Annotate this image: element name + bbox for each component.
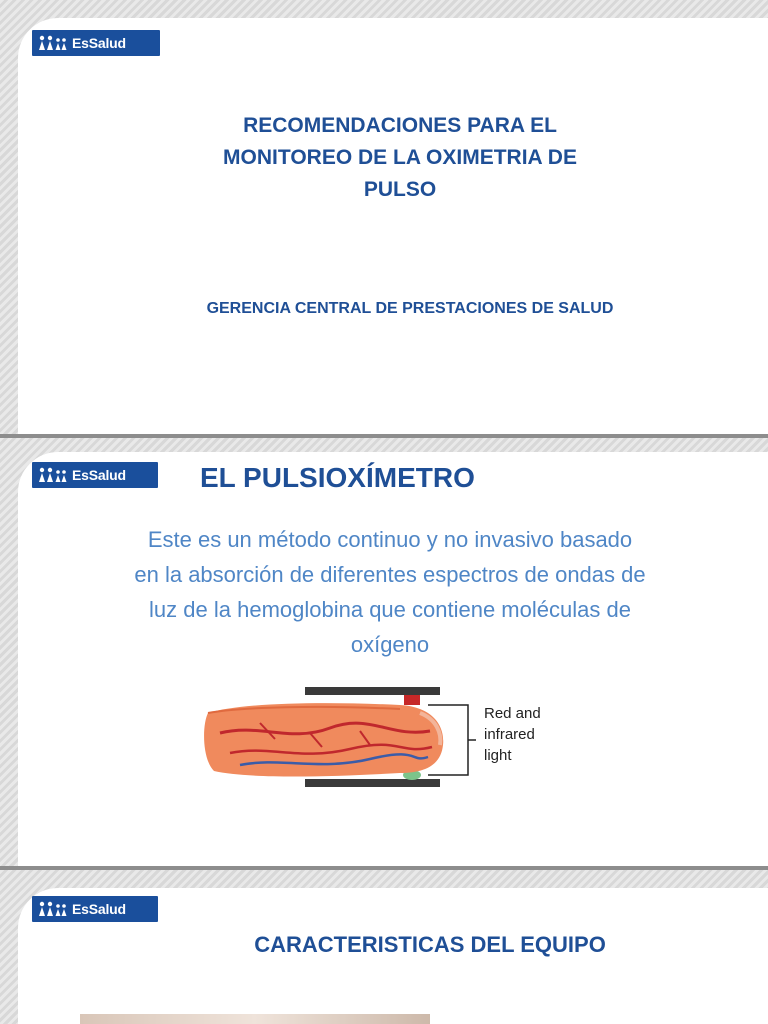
family-logo-icon: [38, 467, 68, 483]
diagram-label-line-2: infrared: [484, 726, 535, 743]
logo-text: EsSalud: [72, 35, 126, 51]
title-line-3: PULSO: [363, 178, 437, 201]
slide-3-title: CARACTERISTICAS DEL EQUIPO: [254, 932, 606, 957]
diagram-label: [484, 703, 541, 766]
title-line-2: MONITOREO DE LA OXIMETRIA DE: [223, 146, 577, 169]
title-line-1: RECOMENDACIONES PARA EL: [243, 114, 557, 137]
family-logo-icon: [38, 901, 68, 917]
family-logo-icon: [38, 35, 68, 51]
body-line-1: Este es un método continuo y no invasivo basado: [147, 527, 633, 552]
essalud-logo: [32, 462, 158, 488]
body-line-3: luz de la hemoglobina que contiene moléculas de: [149, 597, 631, 622]
slide-3: [0, 870, 768, 1024]
slide-1-title: [150, 110, 650, 206]
body-line-4: oxígeno: [350, 632, 430, 657]
equipment-image-strip: [80, 1014, 430, 1024]
essalud-logo: [32, 30, 160, 56]
slide-2: [0, 438, 768, 866]
body-line-2: en la absorción de diferentes espectros de ondas de: [134, 562, 646, 587]
slide-2-title: EL PULSIOXÍMETRO: [200, 462, 475, 493]
slide-1-subtitle: GERENCIA CENTRAL DE PRESTACIONES DE SALUD: [206, 300, 614, 317]
slide-2-body: [70, 522, 710, 662]
pulse-oximeter-diagram: [200, 683, 560, 803]
slide-card: [18, 18, 768, 434]
logo-text: EsSalud: [72, 467, 126, 483]
logo-text: EsSalud: [72, 901, 126, 917]
diagram-label-line-3: light: [484, 747, 512, 764]
slide-1: [0, 0, 768, 434]
essalud-logo: [32, 896, 158, 922]
diagram-label-line-1: Red and: [484, 705, 541, 722]
